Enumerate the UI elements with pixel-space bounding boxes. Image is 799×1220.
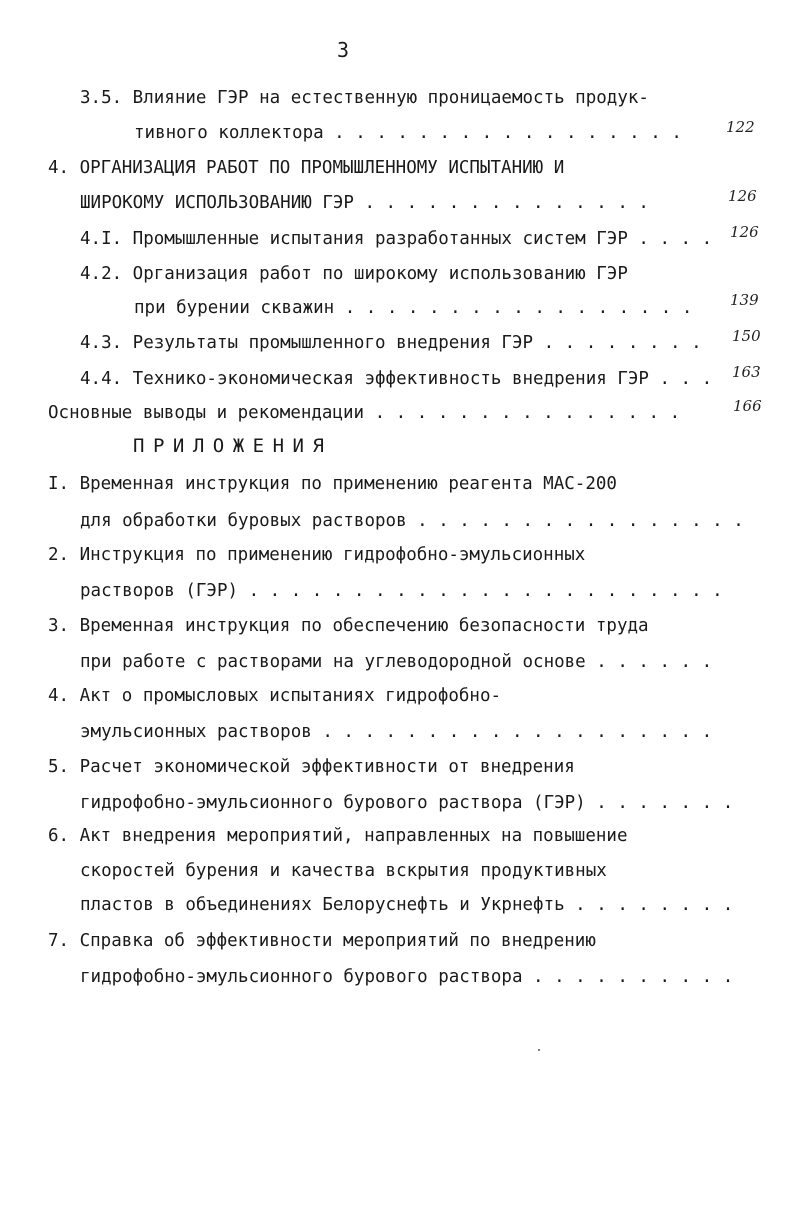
toc-page-3-5: 122 <box>726 118 755 136</box>
scan-speck <box>538 1049 540 1051</box>
toc-line-4-title: 4. ОРГАНИЗАЦИЯ РАБОТ ПО ПРОМЫШЛЕННОМУ ИСПЫТАНИЮ И <box>48 158 565 178</box>
appendix-line-1-title: I. Временная инструкция по применению реагента МАС-200 <box>48 474 617 494</box>
appendix-line-6-title: 6. Акт внедрения мероприятий, направленных на повышение <box>48 826 628 846</box>
toc-page-4-4: 163 <box>732 363 761 381</box>
appendix-line-3-title: 3. Временная инструкция по обеспечению безопасности труда <box>48 616 649 636</box>
toc-page-4-1: 126 <box>730 223 759 241</box>
appendix-line-7-title: 7. Справка об эффективности мероприятий по внедрению <box>48 931 596 951</box>
toc-page-4-3: 150 <box>732 327 761 345</box>
toc-line-4-cont: ШИРОКОМУ ИСПОЛЬЗОВАНИЮ ГЭР . . . . . . . . . . . . . . <box>80 193 649 213</box>
toc-line-3-5-cont: тивного коллектора . . . . . . . . . . . . . . . . . <box>134 123 682 143</box>
appendix-line-2-title: 2. Инструкция по применению гидрофобно-эмульсионных <box>48 545 586 565</box>
appendix-line-3-cont: при работе с растворами на углеводородной основе . . . . . . <box>80 652 713 672</box>
toc-line-3-5-title: 3.5. Влияние ГЭР на естественную проницаемость продук- <box>80 88 649 108</box>
toc-line-4-2-cont: при бурении скважин . . . . . . . . . . . . . . . . . <box>134 298 693 318</box>
toc-page-4-2: 139 <box>730 291 759 309</box>
appendix-line-1-cont: для обработки буровых растворов . . . . . . . . . . . . . . . . <box>80 511 744 531</box>
appendix-line-6-cont1: скоростей бурения и качества вскрытия продуктивных <box>80 861 607 881</box>
toc-page-conclusions: 166 <box>733 397 762 415</box>
toc-line-4-3: 4.3. Результаты промышленного внедрения ГЭР . . . . . . . . <box>80 333 702 353</box>
toc-line-4-1: 4.I. Промышленные испытания разработанных систем ГЭР . . . . <box>80 229 713 249</box>
appendix-heading: ПРИЛОЖЕНИЯ <box>133 435 333 457</box>
appendix-line-4-title: 4. Акт о промысловых испытаниях гидрофобно- <box>48 686 502 706</box>
appendix-line-5-cont: гидрофобно-эмульсионного бурового раствора (ГЭР) . . . . . . . <box>80 793 734 813</box>
appendix-line-2-cont: растворов (ГЭР) . . . . . . . . . . . . . . . . . . . . . . . <box>80 581 723 601</box>
toc-line-4-2-title: 4.2. Организация работ по широкому использованию ГЭР <box>80 264 628 284</box>
appendix-line-4-cont: эмульсионных растворов . . . . . . . . . . . . . . . . . . . <box>80 722 713 742</box>
appendix-line-6-cont2: пластов в объединениях Белоруснефть и Укрнефть . . . . . . . . <box>80 895 734 915</box>
appendix-line-7-cont: гидрофобно-эмульсионного бурового раствора . . . . . . . . . . <box>80 967 734 987</box>
toc-line-conclusions: Основные выводы и рекомендации . . . . . . . . . . . . . . . <box>48 403 681 423</box>
toc-page-4: 126 <box>728 187 757 205</box>
page-number: 3 <box>337 38 350 62</box>
toc-line-4-4: 4.4. Технико-экономическая эффективность внедрения ГЭР . . . <box>80 369 713 389</box>
appendix-line-5-title: 5. Расчет экономической эффективности от внедрения <box>48 757 575 777</box>
